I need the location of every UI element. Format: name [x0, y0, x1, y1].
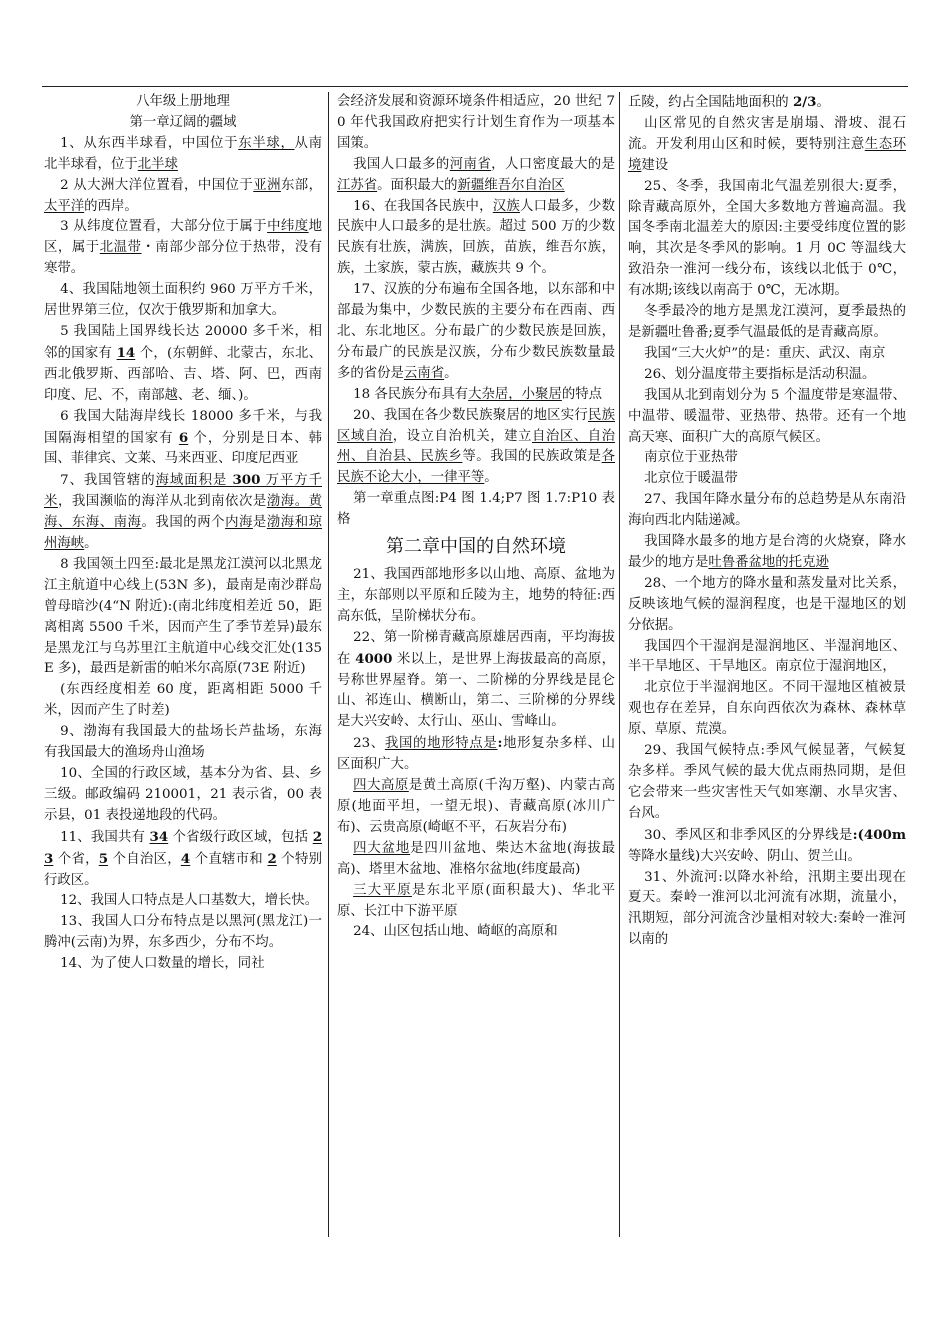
text-run: 是东北平原(面积最大)、华北平原、长江中下游平原 — [337, 882, 615, 919]
underlined-text: 北半球 — [137, 156, 178, 172]
paragraph — [337, 385, 615, 406]
column-divider-1 — [328, 92, 329, 1237]
text-run: 个直辖市和 — [190, 851, 268, 867]
underlined-text: 新疆维吾尔自治区 — [457, 177, 565, 193]
text-run: 我国降水最多的地方是台湾的火烧寮，降水最少的地方是 — [628, 534, 906, 570]
text-run: 的特点 — [561, 386, 603, 402]
paragraph — [628, 386, 906, 449]
text-run: 17、汉族的分布遍布全国各地，以东部和中部最为集中，少数民族的主要分布在西南、西北、东北地区。分布最广的少数民族是回族，分布最广的民族是汉族，分布少数民族数量最多的省份是 — [337, 282, 615, 381]
text-run: 的西岸。 — [84, 198, 138, 214]
underlined-text: 2 — [267, 850, 277, 867]
paragraph — [337, 881, 615, 923]
paragraph — [628, 741, 906, 825]
paragraph — [44, 555, 322, 680]
paragraph — [337, 489, 615, 531]
paragraph — [337, 155, 615, 197]
paragraph — [337, 776, 615, 839]
paragraph — [337, 280, 615, 385]
paragraph — [628, 868, 906, 952]
underlined-text: 各民族不论大小，一律平等 — [337, 449, 616, 486]
text-run: 人口最多，少数民族中人口最多的是壮族。超过 500 万的少数民族有壮族，满族，回族，苗族，维吾尔族，族，土家族，蒙古族，藏族共 9 个。 — [337, 198, 616, 277]
paragraph — [337, 406, 615, 490]
text-run: 3 从纬度位置看，大部分位于属于 — [60, 219, 268, 235]
text-run: 18 各民族分布具有 — [353, 386, 469, 402]
underlined-text: 自治区、自治州、自治县、民族乡 — [337, 428, 616, 465]
underlined-text: 江苏省 — [337, 177, 378, 193]
text-run: 山区常见的自然灾害是崩塌、滑坡、混石流。开发利用山区和时候，要特别注意 — [628, 115, 906, 152]
text-run: 4、我国陆地领土面积约 960 万平方千米，居世界第三位，仅次于俄罗斯和加拿大。 — [44, 282, 322, 319]
text-run: 北京位于半湿润地区。不同干湿地区植被景观也存在差异，自东向西依次为森林、森林草原、草原、荒漠。 — [628, 680, 906, 738]
text-run: 是 — [252, 515, 267, 531]
underlined-text: 三大平原 — [353, 882, 412, 898]
text-run: 5 我国陆上国界线长达 20000 多千米，相邻的国家有 — [44, 323, 322, 361]
underlined-text: 亚洲 — [253, 177, 281, 193]
bold-text: 4000 — [355, 650, 393, 667]
paragraph — [628, 365, 906, 386]
text-run: 26、划分温度带主要指标是活动积温。 — [644, 366, 876, 382]
text-run: 米以上，是世界上海拔最高的高原，号称世界屋脊。第一、二阶梯的分界线是昆仑山、祁连山、横断山，第二、三阶梯的分界线是大兴安岭、太行山、巫山、雪峰山。 — [337, 651, 615, 730]
text-run: 个省级行政区域，包括 — [168, 829, 313, 845]
text-run: 。我国的两个 — [141, 515, 226, 531]
underlined-text: 渤海。黄海、东海、南海 — [44, 494, 323, 531]
column-divider-2 — [619, 92, 620, 1237]
text-run: 12、我国人口特点是人口基数大，增长快。 — [60, 893, 319, 909]
paragraph — [44, 407, 322, 471]
paragraph — [44, 722, 322, 764]
paragraph — [337, 92, 615, 155]
text-run: 南京位于亚热带 — [644, 450, 738, 466]
underlined-text: 万平方千米 — [44, 473, 322, 510]
header-rule — [42, 86, 908, 87]
paragraph — [44, 954, 322, 975]
underlined-text: 渤海和琼州海峡 — [44, 515, 323, 552]
underlined-text: 23 — [44, 828, 323, 867]
bold-text: :(400m — [852, 826, 906, 843]
text-run: 27、我国年降水量分布的总趋势是从东南沿海向西北内陆递减。 — [628, 492, 906, 529]
text-run: 30、季风区和非季风区的分界线是 — [644, 827, 853, 843]
bold-text: : — [497, 735, 503, 752]
paragraph — [628, 92, 906, 114]
text-run: ・南部少部分位于热带，没有寒带。 — [44, 240, 323, 277]
paragraph — [628, 469, 906, 490]
paragraph — [44, 134, 322, 176]
paragraph — [44, 827, 322, 892]
underlined-text: 民族区域自治 — [337, 407, 615, 444]
text-run: 个省， — [53, 851, 99, 867]
text-run: 个自治区， — [108, 851, 181, 867]
text-run: 第二章中国的自然环境 — [386, 536, 566, 558]
underlined-text: 4 — [180, 850, 191, 867]
paragraph — [337, 839, 615, 881]
paragraph — [628, 490, 906, 532]
text-run: 我国人口最多的 — [353, 156, 450, 172]
paragraph — [628, 532, 906, 574]
text-run: 23、 — [353, 736, 385, 752]
paragraph — [44, 912, 322, 954]
underlined-text: 大杂居，小聚居 — [468, 386, 562, 402]
text-run: 25、冬季，我国南北气温差别很大:夏季，除青藏高原外，全国大多数地方普遍高温。我国冬季南北温差大的原因:主要受纬度位置的影响，其次是冬季风的影响。1 月 0C 等温线大致沿杂一淮河一线分布，该线以北低于 0℃，有冰期;该线以南高于 0℃，无冰期。 — [628, 178, 906, 299]
text-run: 冬季最冷的地方是黑龙江漠河，夏季最热的是新疆吐鲁番;夏季气温最低的是青藏高原。 — [628, 304, 906, 340]
chapter-heading — [337, 533, 615, 561]
paragraph — [337, 628, 615, 734]
text-run: 个，分别是日本、韩国、菲律宾、文莱、马来西亚、印度尼西亚 — [44, 430, 322, 467]
paragraph — [337, 197, 615, 281]
text-run: (东西经度相差 60 度，距离相距 5000 千米，因而产生了时差) — [44, 682, 322, 719]
underlined-text: 34 — [149, 828, 169, 845]
paragraph — [628, 678, 906, 741]
paragraph — [44, 680, 322, 722]
text-run: 地形复杂多样、山区面积广大。 — [337, 736, 616, 773]
text-run: 31、外流河:以降水补给，汛期主要出现在夏天。秦岭一淮河以北河流有冰期，流量小，汛期短，部分河流含沙量相对较大:秦岭一淮河以南的 — [628, 869, 906, 948]
paragraph — [628, 114, 906, 177]
text-run: 个，(东朝鲜、北蒙古，东北、西北俄罗斯、西部哈、吉、塔、阿、巴，西南印度、尼、不，南部越、老、缅、)。 — [44, 345, 322, 403]
text-run: 29、我国气候特点:季风气候显著，气候复杂多样。季风气候的最大优点雨热同期，是但它会带来一些灾害性天气如寒潮、水旱灾害、台风。 — [628, 743, 906, 821]
text-run: 我国四个干湿润是湿润地区、半湿润地区、半干旱地区、干旱地区。南京位于湿润地区， — [628, 638, 906, 675]
text-run: 建设 — [641, 157, 669, 173]
text-run: 北京位于暖温带 — [644, 471, 738, 487]
paragraph — [44, 176, 322, 218]
underlined-text: 四大盆地 — [353, 840, 411, 856]
paragraph — [628, 448, 906, 469]
paragraph — [337, 922, 615, 943]
text-run: ，我国濒临的海洋从北到南依次是 — [57, 494, 267, 510]
underlined-text: 14 — [116, 344, 136, 361]
paragraph — [44, 217, 322, 280]
text-run: ，人口密度最大的是 — [491, 156, 616, 172]
paragraph — [628, 825, 906, 868]
text-run: 东部， — [280, 177, 323, 193]
paragraph — [337, 565, 615, 628]
underlined-text: 吐鲁番盆地的托克逊 — [708, 554, 829, 570]
text-run: 个特别行政区。 — [44, 851, 322, 888]
underlined-text: 内海 — [225, 515, 253, 531]
text-run: 28、一个地方的降水量和蒸发量对比关系，反映该地气候的湿润程度，也是干湿地区的划分依据。 — [628, 575, 906, 633]
text-column-3 — [628, 92, 906, 951]
text-run: 6 我国大陆海岸线长 18000 多千米，与我国隔海相望的国家有 — [44, 408, 322, 446]
underlined-text: 东半球， — [238, 135, 295, 151]
paragraph — [44, 764, 322, 827]
text-run: 24、山区包括山地、崎岖的高原和 — [353, 924, 558, 940]
paragraph — [628, 637, 906, 679]
text-run: 是四川盆地、柴达木盆地(海拔最高)、塔里木盆地、准格尔盆地(纬度最高) — [337, 840, 615, 877]
paragraph — [628, 574, 906, 637]
paragraph — [337, 733, 615, 776]
text-run: 。 — [816, 95, 830, 110]
text-run: 。面积最大的 — [377, 177, 458, 193]
text-run: 8 我国领土四至:最北是黑龙江漠河以北黑龙江主航道中心线上(53N 多)，最南是南沙群岛曾母暗沙(4“N 附近):(南北纬度相差近 50，距离相离 5500 千米，因而产生了季节差异)最东是黑龙江与乌苏里江主航道中心线交汇处(135E 多)，最西是新雷的帕米尔高原(73E 附近) — [44, 556, 322, 677]
text-column-2 — [337, 92, 615, 943]
text-run: 等。我国的民族政策是 — [462, 449, 602, 465]
text-run: 10、全国的行政区域，基本分为省、县、乡三级。邮政编码 210001，21 表示省，00 表示县，01 表投递地段的代码。 — [44, 766, 322, 823]
text-run: 14、为了使人口数量的增长，同社 — [60, 956, 265, 972]
paragraph — [44, 322, 322, 407]
text-run: 是黄土高原(千沟万壑)、内蒙古高原(地面平坦，一望无垠)、青藏高原(冰川广布)、云贵高原(崎岖不平，石灰岩分布) — [337, 778, 615, 835]
paragraph — [628, 344, 906, 365]
text-run: 第一章辽阔的疆域 — [129, 114, 237, 130]
underlined-text: 300 — [232, 472, 261, 489]
text-run: 会经济发展和资源环境条件相适应，20 世纪 70 年代我国政府把实行计划生育作为一项基本国策。 — [337, 94, 615, 151]
text-run: 从南北半球看，位于 — [44, 135, 322, 172]
text-run: 八年级上册地理 — [136, 94, 230, 109]
text-run: 9、渤海有我国最大的盐场长芦盐场，东海有我国最大的渔场舟山渔场 — [44, 724, 322, 761]
text-run: 我国从北到南划分为 5 个温度带是寒温带、中温带、暖温带、亚热带、热带。还有一个地高天寒、面积广大的高原气候区。 — [628, 387, 906, 445]
text-run: 13、我国人口分布特点是以黑河(黑龙江)一腾冲(云南)为界，东多西少，分布不均。 — [44, 914, 322, 951]
text-run: 第一章重点图:P4 图 1.4;P7 图 1.7:P10 表格 — [337, 491, 615, 528]
text-run: 。 — [484, 470, 498, 486]
section-heading — [44, 92, 322, 113]
underlined-text: 汉族 — [492, 198, 520, 214]
underlined-text: 我国的地形特点是 — [384, 736, 498, 752]
text-column-1 — [44, 92, 322, 975]
underlined-text: 6 — [178, 429, 189, 446]
text-run: 2 从大洲大洋位置看，中国位于 — [60, 177, 254, 193]
text-run: 。 — [444, 365, 458, 381]
underlined-text: 海域面积是 — [155, 473, 233, 489]
text-run: 22、第一阶梯青藏高原雄居西南，平均海拔在 — [337, 629, 615, 667]
paragraph — [44, 470, 322, 555]
underlined-text: 5 — [98, 850, 109, 867]
text-run: 。 — [84, 536, 98, 552]
text-run: 等降水量线)大兴安岭、阴山、贺兰山。 — [628, 848, 861, 864]
paragraph — [44, 891, 322, 912]
paragraph — [628, 177, 906, 302]
text-run: 1、从东西半球看，中国位于 — [60, 135, 239, 151]
underlined-text: 中纬度 — [267, 219, 309, 235]
underlined-text: 四大高原 — [353, 778, 409, 794]
underlined-text: 河南省 — [449, 156, 492, 172]
text-run: 11、我国共有 — [60, 829, 150, 845]
text-run: 21、我国西部地形多以山地、高原、盆地为主，东部则以平原和丘陵为主，地势的特征:西高东低，呈阶梯状分布。 — [337, 567, 615, 624]
text-run: 20、我国在各少数民族聚居的地区实行 — [353, 407, 588, 423]
text-run: 我国“三大火炉”的是：重庆、武汉、南京 — [644, 345, 886, 361]
underlined-text: 云南省 — [403, 365, 445, 381]
section-heading — [44, 113, 322, 134]
text-run: 地区，属于 — [44, 219, 323, 256]
text-run: 丘陵，约占全国陆地面积的 — [628, 95, 793, 110]
text-run: 16、在我国各民族中， — [353, 198, 493, 214]
text-run: 7、我国管辖的 — [60, 473, 156, 489]
underlined-text: 太平洋 — [44, 198, 85, 214]
bold-text: 2/3 — [792, 94, 817, 110]
paragraph — [628, 302, 906, 344]
underlined-text: 北温带 — [99, 240, 142, 256]
paragraph — [44, 280, 322, 322]
text-run: ，设立自治机关，建立 — [392, 428, 532, 444]
underlined-text: 生态环境 — [628, 136, 907, 173]
